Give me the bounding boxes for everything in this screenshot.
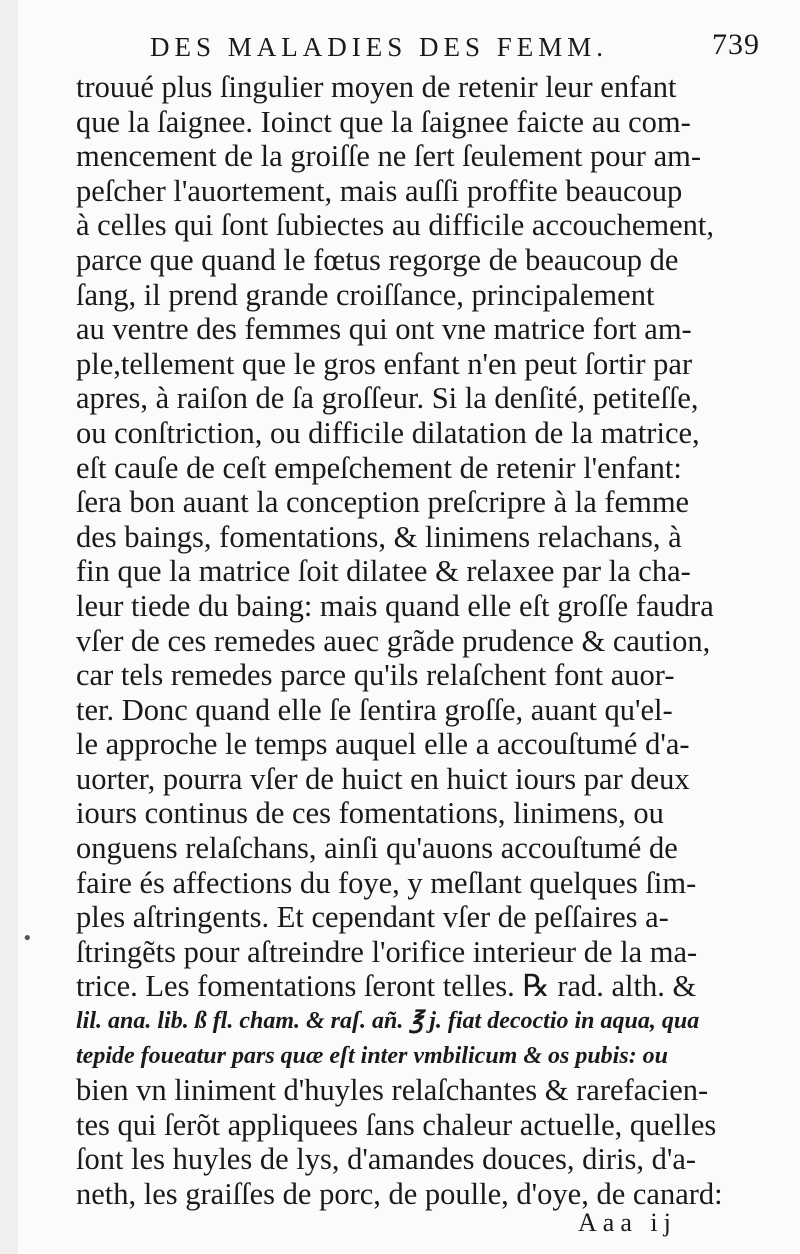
- text-line: vſer de ces remedes auec grãde prudence & caution,: [76, 623, 711, 658]
- text-line: ter. Donc quand elle ſe ſentira groſſe, auant qu'el-: [76, 692, 673, 727]
- text-line: bien vn liniment d'huyles relaſchantes & rarefacien-: [76, 1073, 709, 1108]
- recipe-line: lil. ana. lib. ß fl. cham. & raſ. añ. ℥ j. fiat decoctio in aqua, qua: [76, 1008, 700, 1035]
- text-line: que la ſaignee. Ioinct que la ſaignee faicte au com-: [76, 104, 691, 139]
- text-line: faire és affections du foye, y meſlant quelques ſim-: [76, 865, 697, 900]
- text-line: eſt cauſe de ceſt empeſchement de retenir l'enfant:: [76, 450, 682, 485]
- body-text: [76, 70, 776, 1212]
- recipe-line: tepide foueatur pars quæ eſt inter vmbilicum & os pubis: ou: [76, 1042, 669, 1069]
- text-line: iours continus de ces fomentations, linimens, ou: [76, 796, 664, 831]
- margin-dot-mark: •: [22, 928, 33, 949]
- text-line: ſont les huyles de lys, d'amandes douces, diris, d'a-: [76, 1142, 697, 1177]
- text-line: ſtringẽts pour aſtreindre l'orifice interieur de la ma-: [76, 934, 698, 969]
- page-number: 739: [712, 28, 760, 61]
- text-line: ſang, il prend grande croiſſance, principalement: [76, 277, 655, 312]
- text-line: ple,tellement que le gros enfant n'en peut ſortir par: [76, 346, 693, 381]
- text-line: uorter, pourra vſer de huict en huict iours par deux: [76, 761, 690, 796]
- running-head-title: DES MALADIES DES FEMM.: [150, 32, 609, 62]
- text-line: leur tiede du baing: mais quand elle eſt groſſe faudra: [76, 588, 714, 623]
- text-line: ſera bon auant la conception preſcripre à la femme: [76, 485, 690, 520]
- text-line: trouué plus ſingulier moyen de retenir leur enfant: [76, 70, 677, 104]
- text-line: neth, les graiſſes de porc, de poulle, d'oye, de canard:: [76, 1177, 723, 1211]
- text-line: peſcher l'auortement, mais auſſi proffite beaucoup: [76, 173, 683, 208]
- text-line: au ventre des femmes qui ont vne matrice fort am-: [76, 312, 692, 347]
- text-line: le approche le temps auquel elle a accouſtumé d'a-: [76, 727, 690, 762]
- text-line: apres, à raiſon de ſa groſſeur. Si la denſité, petiteſſe,: [76, 381, 699, 416]
- text-line: mencement de la groiſſe ne ſert ſeulement pour am-: [76, 139, 701, 174]
- text-line: onguens relaſchans, ainſi qu'auons accouſtumé de: [76, 831, 678, 866]
- text-line: tes qui ſerõt appliquees ſans chaleur actuelle, quelles: [76, 1107, 717, 1142]
- text-line: fin que la matrice ſoit dilatee & relaxee par la cha-: [76, 554, 691, 589]
- text-line: trice. Les fomentations ſeront telles. ℞ rad. alth. &: [76, 969, 697, 1004]
- text-line: à celles qui ſont ſubiectes au difficile accouchement,: [76, 208, 714, 243]
- text-line: car tels remedes parce qu'ils relaſchent font auor-: [76, 658, 675, 693]
- running-head: [138, 28, 760, 68]
- text-line: ples aſtringents. Et cependant vſer de peſſaires a-: [76, 900, 669, 935]
- signature-mark: Aaa ij: [578, 1208, 677, 1237]
- text-line: parce que quand le fœtus regorge de beaucoup de: [76, 242, 679, 277]
- text-line: ou conſtriction, ou difficile dilatation de la matrice,: [76, 415, 700, 450]
- text-line: des baings, fomentations, & linimens relachans, à: [76, 519, 682, 554]
